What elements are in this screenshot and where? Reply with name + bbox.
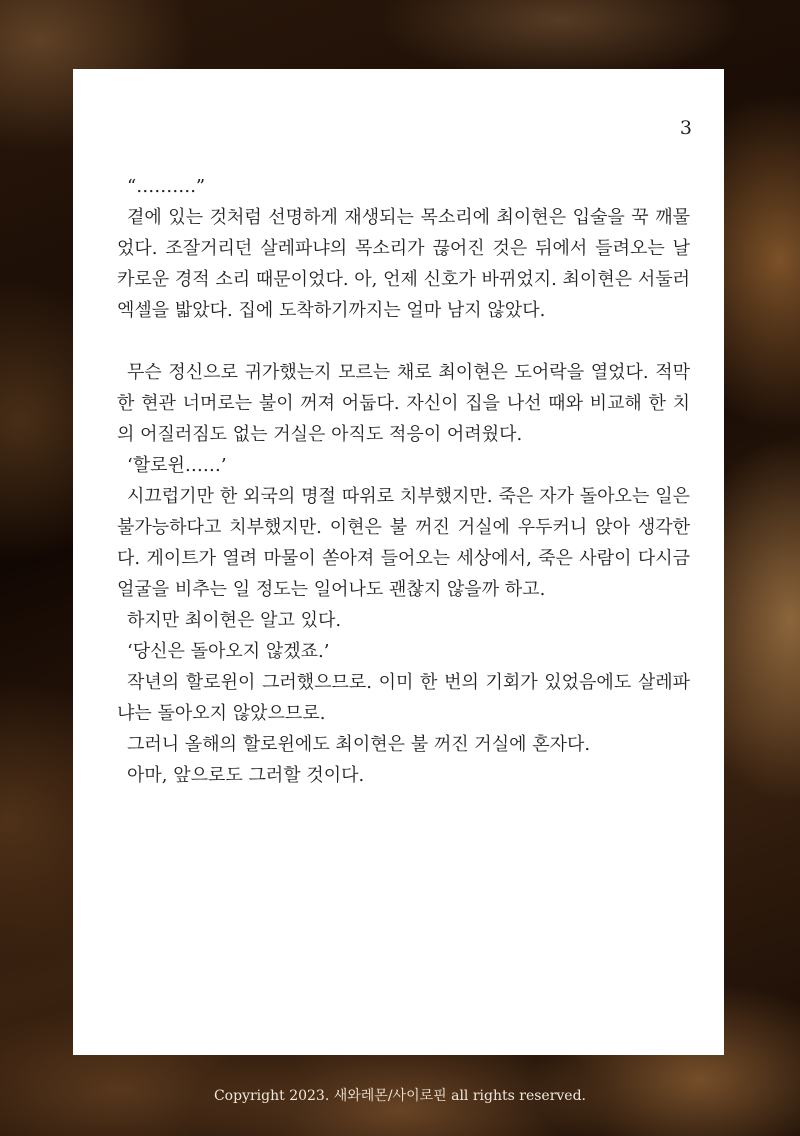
paragraph: ‘당신은 돌아오지 않겠죠.’: [127, 641, 330, 662]
paragraph: 작년의 할로윈이 그러했으므로. 이미 한 번의 기회가 있었음에도 살레파냐는 돌아오지 않았으므로.: [117, 672, 690, 724]
paragraph: 시끄럽기만 한 외국의 명절 따위로 치부했지만. 죽은 자가 돌아오는 일은 불가능하다고 치부했지만. 이현은 불 꺼진 거실에 우두커니 앉아 생각한다. 게이트가 열려 마물이 쏟아져 들어오는 세상에서, 죽은 사람이 다시금 얼굴을 비추는 일 정도는 일어나도 괜찮지 않을까 하고.: [117, 486, 690, 600]
paragraph: 그러니 올해의 할로윈에도 최이현은 불 꺼진 거실에 혼자다.: [127, 734, 591, 755]
paragraph-gap: [117, 326, 690, 357]
book-page: [73, 69, 724, 1055]
paragraph: 하지만 최이현은 알고 있다.: [127, 610, 342, 631]
page-body-text: [117, 171, 690, 791]
paragraph: “……….”: [127, 176, 206, 197]
paragraph: 아마, 앞으로도 그러할 것이다.: [127, 765, 365, 786]
paragraph: 곁에 있는 것처럼 선명하게 재생되는 목소리에 최이현은 입술을 꾹 깨물었다. 조잘거리던 살레파냐의 목소리가 끊어진 것은 뒤에서 들려오는 날카로운 경적 소리 때문이었다. 아, 언제 신호가 바뀌었지. 최이현은 서둘러 엑셀을 밟았다. 집에 도착하기까지는 얼마 남지 않았다.: [117, 207, 690, 321]
copyright-footer: Copyright 2023. 새와레몬/사이로핀 all rights reserved.: [213, 1088, 587, 1104]
paragraph: 무슨 정신으로 귀가했는지 모르는 채로 최이현은 도어락을 열었다. 적막한 현관 너머로는 불이 꺼져 어둡다. 자신이 집을 나선 때와 비교해 한 치의 어질러짐도 없는 거실은 아직도 적응이 어려웠다.: [117, 362, 690, 445]
paragraph: ‘할로윈……’: [127, 455, 227, 476]
page-number: 3: [679, 117, 692, 139]
